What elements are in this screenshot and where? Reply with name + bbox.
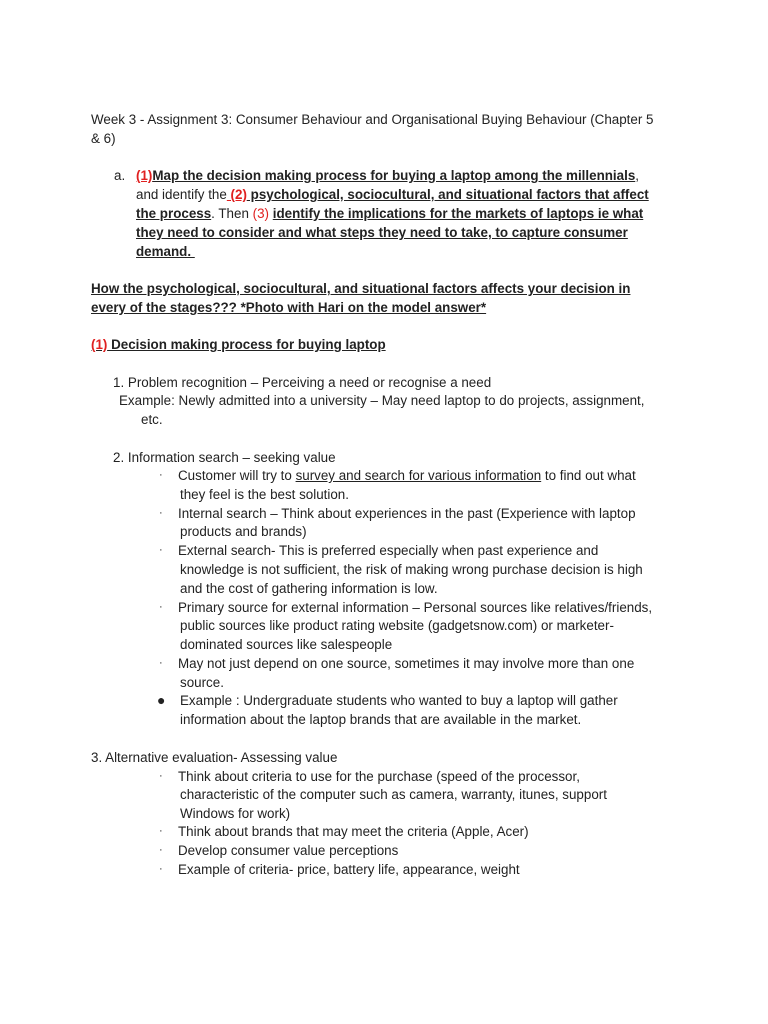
task-number-2: (2)	[226, 187, 247, 202]
step-3-bullet-3: Develop consumer value perceptions	[178, 843, 399, 858]
task-a-line-4: they need to consider and what steps they need to take, to capture consumer	[136, 225, 628, 240]
bullet-1-pre: Customer will try to	[178, 468, 296, 483]
step-2-bullet-1-line-1	[178, 466, 636, 485]
step-2-bullet-3-line-3: and the cost of gathering information is low.	[180, 581, 438, 596]
step-2-bullet-5-line-1: May not just depend on one source, sometimes it may involve more than one	[178, 656, 635, 671]
bullet-dot-icon: ·	[159, 825, 163, 837]
doc-title-line-1: Week 3 - Assignment 3: Consumer Behaviour and Organisational Buying Behaviour (Chapter 5	[91, 112, 654, 127]
step-3-bullet-1-line-2: characteristic of the computer such as camera, warranty, itunes, support	[180, 787, 607, 802]
step-3-bullet-1-line-3: Windows for work)	[180, 806, 291, 821]
step-3-bullet-4: Example of criteria- price, battery life, appearance, weight	[178, 862, 520, 877]
step-2-bullet-4-line-1: Primary source for external information – Personal sources like relatives/friends,	[178, 600, 653, 615]
task-number-1: (1)	[136, 168, 153, 183]
step-2-bullet-4-line-2: public sources like product rating website (gadgetsnow.com) or marketer-	[180, 618, 614, 633]
step-1-problem-recognition: 1. Problem recognition – Perceiving a need or recognise a need	[113, 375, 492, 390]
task-a-comma: ,	[635, 168, 639, 183]
task-a-line-1	[136, 166, 639, 185]
step-1-example-line-1: Example: Newly admitted into a university – May need laptop to do projects, assignment,	[119, 393, 645, 408]
step-2-bullet-5-line-2: source.	[180, 675, 224, 690]
task-a-identify-text: and identify the	[136, 187, 227, 202]
bullet-dot-icon: ·	[159, 507, 163, 519]
bullet-disc-icon: ●	[157, 692, 166, 708]
task-identify-factors: psychological, sociocultural, and situational factors that affect	[246, 187, 649, 202]
task-number-3: (3)	[252, 206, 269, 221]
step-1-example-line-2: etc.	[141, 412, 163, 427]
task-a-line-2	[136, 185, 649, 204]
task-a-line-3	[136, 204, 643, 223]
question-line-2: every of the stages??? *Photo with Hari on the model answer*	[91, 300, 487, 315]
section-1-number: (1)	[91, 337, 108, 352]
question-line-1: How the psychological, sociocultural, and situational factors affects your decision in	[91, 281, 631, 296]
task-then-text: . Then	[211, 206, 253, 221]
step-3-bullet-1-line-1: Think about criteria to use for the purchase (speed of the processor,	[178, 769, 580, 784]
step-2-bullet-2-line-2: products and brands)	[180, 524, 307, 539]
step-3-alternative-evaluation: 3. Alternative evaluation- Assessing value	[91, 750, 338, 765]
task-the-process: the process	[136, 206, 212, 221]
bullet-dot-icon: ·	[159, 601, 163, 613]
task-a-marker: a.	[114, 168, 126, 183]
section-1-heading	[91, 335, 386, 354]
bullet-dot-icon: ·	[159, 863, 163, 875]
task-implications: identify the implications for the markets of laptops ie what	[272, 206, 644, 221]
bullet-1-post: to find out what	[541, 468, 636, 483]
doc-title-line-2: & 6)	[91, 131, 116, 146]
step-2-information-search: 2. Information search – seeking value	[113, 450, 336, 465]
task-a-line-5: demand.	[136, 244, 195, 259]
step-2-bullet-6-line-2: information about the laptop brands that are available in the market.	[180, 712, 582, 727]
step-3-bullet-2: Think about brands that may meet the criteria (Apple, Acer)	[178, 824, 529, 839]
bullet-dot-icon: ·	[159, 469, 163, 481]
step-2-bullet-2-line-1: Internal search – Think about experiences in the past (Experience with laptop	[178, 506, 636, 521]
step-2-bullet-6-line-1: Example : Undergraduate students who wanted to buy a laptop will gather	[180, 693, 618, 708]
bullet-dot-icon: ·	[159, 657, 163, 669]
step-2-bullet-1-line-2: they feel is the best solution.	[180, 487, 349, 502]
step-2-bullet-3-line-1: External search- This is preferred especially when past experience and	[178, 543, 599, 558]
bullet-dot-icon: ·	[159, 770, 163, 782]
bullet-dot-icon: ·	[159, 544, 163, 556]
section-1-title: Decision making process for buying laptop	[107, 337, 386, 352]
task-map-process: Map the decision making process for buying a laptop among the millennials	[152, 168, 636, 183]
bullet-dot-icon: ·	[159, 844, 163, 856]
step-2-bullet-3-line-2: knowledge is not sufficient, the risk of making wrong purchase decision is high	[180, 562, 643, 577]
step-2-bullet-4-line-3: dominated sources like salespeople	[180, 637, 393, 652]
bullet-1-underlined: survey and search for various information	[295, 468, 542, 483]
